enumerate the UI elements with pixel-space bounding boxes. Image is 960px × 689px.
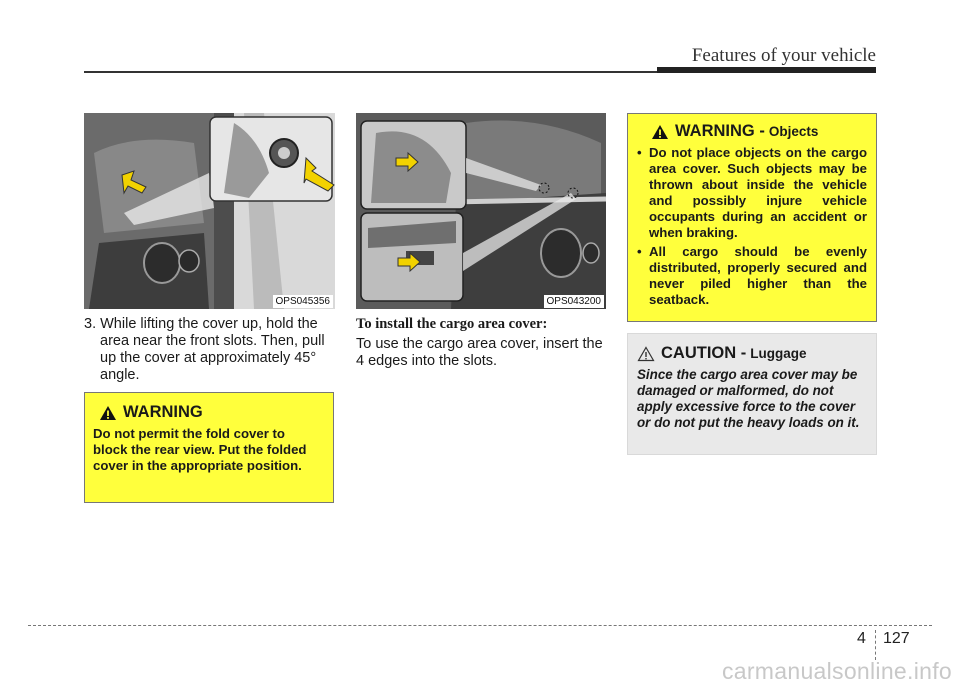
step-instruction xyxy=(84,316,336,384)
warning-triangle-icon xyxy=(651,124,669,140)
figure-front-slot xyxy=(84,113,335,309)
caution-title: CAUTION - xyxy=(661,344,747,362)
warning-title: WARNING - xyxy=(675,122,765,140)
caution-triangle-icon xyxy=(637,346,655,362)
caution-box-luggage xyxy=(627,333,877,455)
header-title: Features of your vehicle xyxy=(691,45,876,66)
warning-text: Do not permit the fold cover to block the rear view. Put the folded cover in the appropriate position. xyxy=(93,426,307,473)
caution-heading xyxy=(637,344,867,363)
install-body: To use the cargo area cover, insert the 4 edges into the slots. xyxy=(356,336,603,369)
header-rule-accent xyxy=(657,67,876,73)
warning-heading xyxy=(637,122,867,141)
warning-title: WARNING xyxy=(123,403,203,421)
list-item: • Do not place objects on the cargo area cover. Such objects may be thrown about inside the vehicle and possibly injure vehicle occupants during an accident or when braking. xyxy=(637,145,867,241)
footer-rule xyxy=(28,625,932,626)
cargo-cover-front-slot-photo xyxy=(84,113,335,309)
warning-box-fold-cover xyxy=(84,392,334,503)
figure-code: OPS045356 xyxy=(273,295,334,308)
step-text: 3. While lifting the cover up, hold the area near the front slots. Then, pull up the cover at approximately 45° angle. xyxy=(84,316,325,383)
page-number: 127 xyxy=(883,630,910,647)
warning-list xyxy=(637,145,867,308)
warning-heading xyxy=(93,403,323,422)
footer-divider xyxy=(875,630,876,660)
chapter-number: 4 xyxy=(857,630,866,647)
install-heading: To install the cargo area cover: xyxy=(356,316,548,332)
list-item: • All cargo should be evenly distributed, properly secured and never piled higher than the seatback. xyxy=(637,244,867,308)
caution-text: Since the cargo area cover may be damaged or malformed, do not apply excessive force to the cover or do not put the heavy loads on it. xyxy=(637,367,860,430)
caution-subtitle: Luggage xyxy=(750,346,807,361)
cargo-cover-install-photo xyxy=(356,113,606,309)
figure-install xyxy=(356,113,606,309)
warning-subtitle: Objects xyxy=(768,124,819,139)
figure-code: OPS043200 xyxy=(544,295,605,308)
warning-box-objects xyxy=(627,113,877,322)
watermark: carmanualsonline.info xyxy=(721,658,952,684)
warning-triangle-icon xyxy=(99,405,117,421)
